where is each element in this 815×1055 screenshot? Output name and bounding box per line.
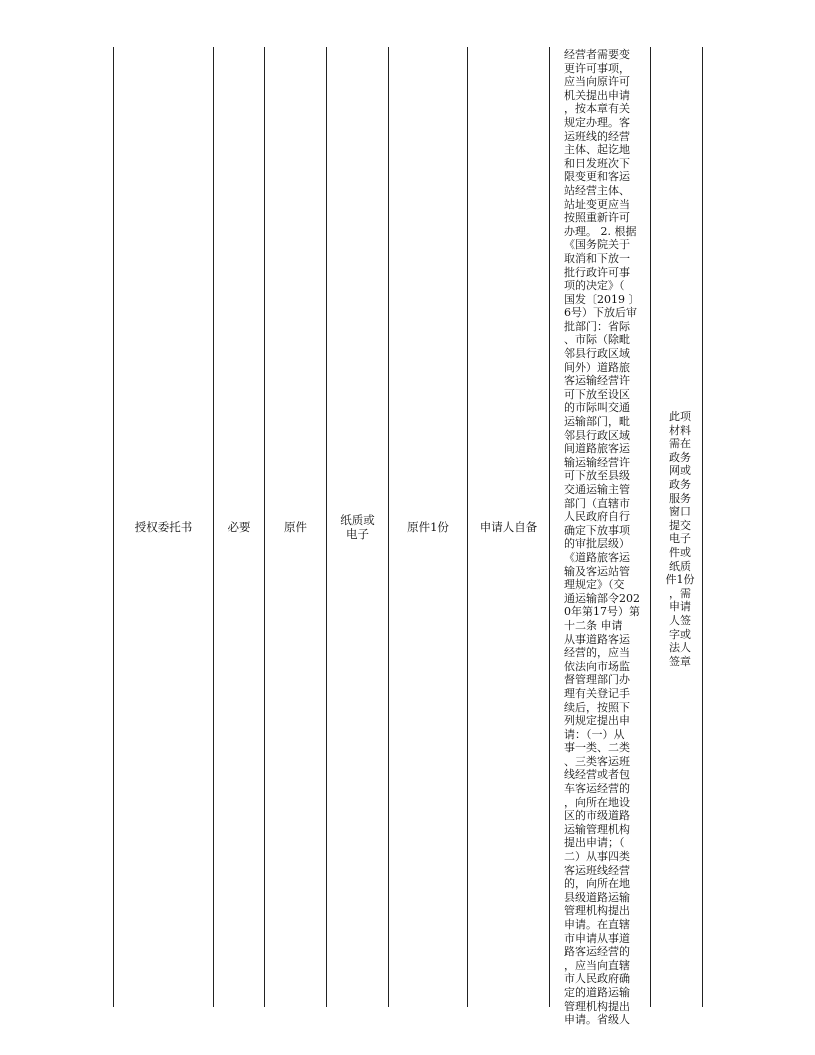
legal-basis-line: 车客运经营的 — [564, 782, 630, 796]
remark-line: 人签 — [669, 613, 691, 627]
remark-line: 件或 — [669, 545, 691, 559]
remark-line: 签章 — [669, 654, 691, 668]
legal-basis-line: 按照重新许可 — [564, 211, 630, 225]
legal-basis-line: 的市际叫交通 — [564, 401, 630, 415]
legal-basis-line: 经营的，应当 — [564, 646, 630, 660]
remark-line: 政务 — [669, 477, 691, 491]
remark-line: 字或 — [669, 627, 691, 641]
column-border — [549, 47, 550, 1007]
legal-basis-line: 项的决定》（ — [564, 279, 625, 293]
legal-basis-line: 、三类客运班 — [564, 754, 630, 768]
legal-basis-line: 市人民政府确 — [564, 972, 630, 986]
legal-basis-line: 间外）道路旅 — [564, 360, 630, 374]
legal-basis-line: 站经营主体、 — [564, 183, 630, 197]
legal-basis-line: 运班线的经营 — [564, 129, 630, 143]
legal-basis-line: 客运班线经营 — [564, 863, 630, 877]
legal-basis-line: 区的市级道路 — [564, 809, 630, 823]
legal-basis-line: 可下放至县级 — [564, 469, 630, 483]
legal-basis-line: 站址变更应当 — [564, 197, 630, 211]
legal-basis-text — [564, 48, 644, 1027]
remark-line: 提交 — [669, 518, 691, 532]
legal-basis-line: 《道路旅客运 — [564, 550, 630, 564]
legal-basis-line: 通运输部令202 — [564, 591, 640, 605]
legal-basis-line: 确定下放事项 — [564, 523, 630, 537]
legal-basis-line: 管理机构提出 — [564, 904, 630, 918]
legal-basis-line: 、市际（除毗 — [564, 333, 630, 347]
legal-basis-line: 取消和下放一 — [564, 251, 630, 265]
legal-basis-line: 人民政府自行 — [564, 510, 630, 524]
material-name-cell — [114, 47, 213, 1007]
remark-line: 申请 — [669, 600, 691, 614]
legal-basis-line: 十二条 申请 — [564, 618, 623, 632]
legal-basis-line: 申请。省级人 — [564, 1013, 630, 1027]
legal-basis-line: 规定办理。客 — [564, 115, 630, 129]
remark-line: 政务 — [669, 450, 691, 464]
remark-line: 窗口 — [669, 505, 691, 519]
legal-basis-line: 请：（一）从 — [564, 727, 625, 741]
legal-basis-line: 邻县行政区域 — [564, 428, 630, 442]
legal-basis-line: 经营者需要变 — [564, 48, 630, 61]
required-cell — [214, 47, 264, 1007]
remark-line: 电子 — [669, 532, 691, 546]
format-cell — [327, 47, 388, 1007]
legal-basis-line: 理有关登记手 — [564, 686, 630, 700]
legal-basis-line: 管理机构提出 — [564, 999, 630, 1013]
legal-basis-line: 国发〔2019 〕 — [564, 292, 640, 306]
legal-basis-line: 客运输经营许 — [564, 374, 630, 388]
format-line-1: 纸质或 — [340, 513, 375, 527]
remark-line: 需在 — [669, 437, 691, 451]
remark-line: 此项 — [669, 410, 691, 423]
legal-basis-line: 和日发班次下 — [564, 156, 630, 170]
material-name: 授权委托书 — [134, 520, 193, 534]
legal-basis-line: 理规定》（交 — [564, 578, 625, 592]
legal-basis-line: 6号）下放后审 — [564, 306, 637, 320]
legal-basis-line: 机关提出申请 — [564, 88, 630, 102]
legal-basis-line: 运输部门，毗 — [564, 415, 630, 429]
legal-basis-line: 交通运输主管 — [564, 483, 630, 496]
legal-basis-line: 市申请从事道 — [564, 931, 630, 945]
legal-basis-line: 列规定提出申 — [564, 714, 630, 728]
legal-basis-line: ，按本章有关 — [564, 102, 630, 116]
legal-basis-line: 应当向原许可 — [564, 75, 630, 89]
remark-line: 网或 — [669, 464, 691, 478]
legal-basis-line: 批行政许可事 — [564, 265, 630, 279]
legal-basis-line: 办理。 2. 根据 — [564, 224, 637, 238]
legal-basis-line: 主体、起讫地 — [564, 143, 630, 157]
material-type-cell — [265, 47, 326, 1007]
legal-basis-line: 更许可事项， — [564, 61, 630, 75]
legal-basis-line: 依法向市场监 — [564, 659, 630, 673]
material-source: 申请人自备 — [479, 520, 538, 534]
legal-basis-line: 从事道路客运 — [564, 632, 630, 646]
legal-basis-line: 二）从事四类 — [564, 850, 630, 864]
column-border — [650, 47, 651, 1007]
legal-basis-line: 续后，按照下 — [564, 700, 630, 714]
legal-basis-line: 的，向所在地 — [564, 877, 630, 891]
legal-basis-line: 批部门：省际 — [564, 319, 630, 333]
required-flag: 必要 — [227, 520, 251, 534]
remark-line: 服务 — [669, 491, 691, 505]
copies-cell — [389, 47, 467, 1007]
legal-basis-line: 《国务院关于 — [564, 238, 630, 252]
remark-line: 件1份 — [665, 573, 695, 587]
legal-basis-line: 的审批层级） — [564, 537, 630, 551]
legal-basis-line: 申请。在直辖 — [564, 918, 630, 931]
source-cell — [468, 47, 549, 1007]
legal-basis-line: 0年第17号）第 — [564, 605, 640, 619]
column-border — [702, 47, 703, 1007]
legal-basis-line: 间道路旅客运 — [564, 442, 630, 456]
legal-basis-line: 线经营或者包 — [564, 768, 630, 782]
legal-basis-line: 限变更和客运 — [564, 170, 630, 184]
legal-basis-line: ，向所在地设 — [564, 795, 630, 809]
legal-basis-line: 县级道路运输 — [564, 890, 630, 904]
remark-line: 法人 — [669, 641, 691, 655]
legal-basis-line: 路客运经营的 — [564, 945, 630, 959]
legal-basis-line: 事一类、二类 — [564, 741, 630, 755]
format-line-2: 电子 — [346, 527, 369, 541]
remark-text — [660, 410, 700, 668]
legal-basis-line: 输及客运站管 — [564, 564, 630, 578]
legal-basis-line: 提出申请；（ — [564, 836, 625, 850]
legal-basis-line: 可下放至设区 — [564, 387, 630, 401]
legal-basis-line: ，应当向直辖 — [564, 958, 630, 972]
remark-line: ，需 — [669, 586, 691, 600]
copies: 原件1份 — [407, 520, 449, 534]
legal-basis-line: 定的道路运输 — [564, 985, 630, 999]
remark-line: 材料 — [669, 423, 691, 437]
legal-basis-line: 输运输经营许 — [564, 455, 630, 469]
legal-basis-line: 运输管理机构 — [564, 822, 630, 836]
remark-line: 纸质 — [669, 559, 691, 573]
legal-basis-line: 邻县行政区域 — [564, 347, 630, 361]
material-type: 原件 — [284, 520, 307, 534]
legal-basis-line: 部门（直辖市 — [564, 496, 630, 510]
legal-basis-line: 督管理部门办 — [564, 673, 630, 687]
